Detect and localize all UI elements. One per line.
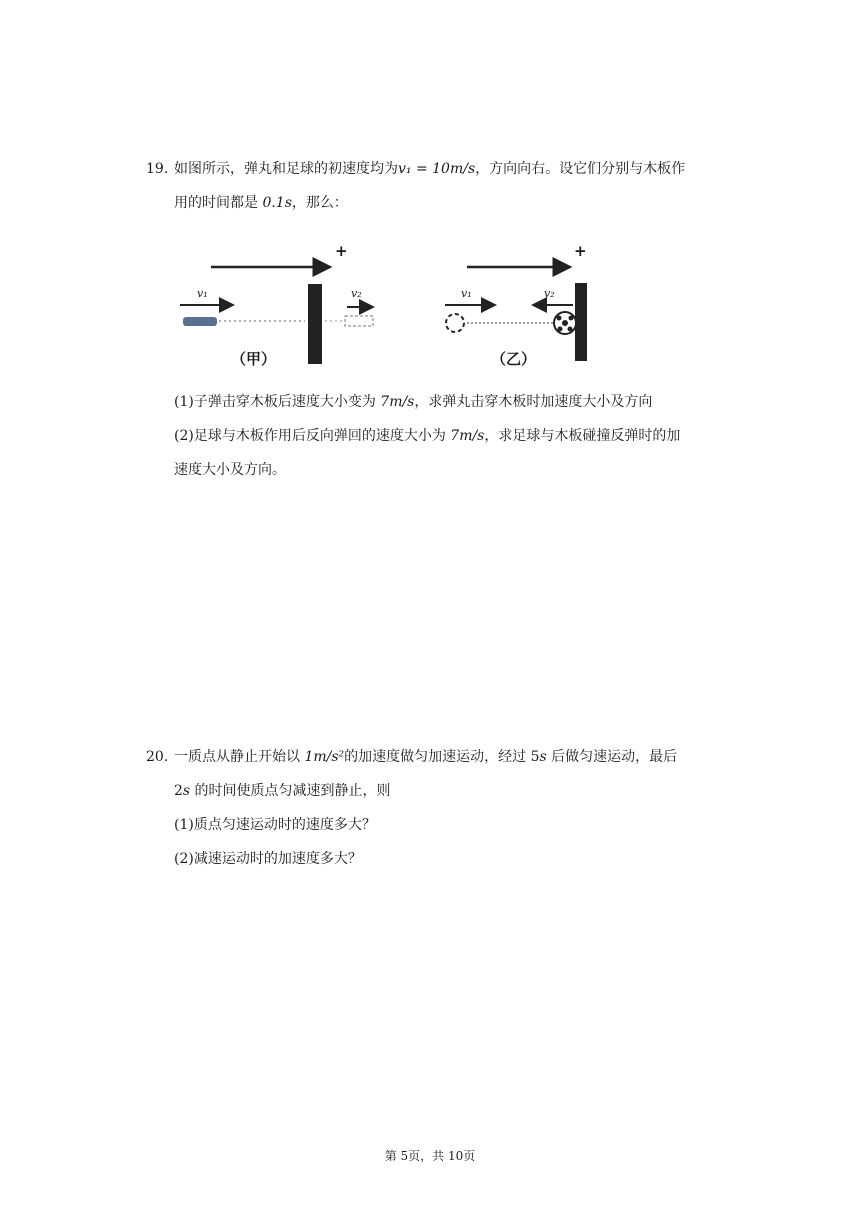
math-run: s [182,783,191,799]
text-run: (1)子弹击穿木板后速度大小变为 [174,394,381,410]
football-icon [446,314,464,332]
text-run: ，求足球与木板碰撞反弹时的加 [484,428,681,444]
question-20 [146,740,726,876]
question-stem [174,152,726,220]
page-footer: 第 5页，共 10页 [384,1149,476,1163]
panel-caption-jia: （甲） [231,350,277,368]
text-run: ，方向向右。设它们分别与木板作 [475,161,686,177]
v2-label: v₂ [544,287,555,300]
math-run: v₁ = 10m/s [398,161,476,177]
subquestion-1 [174,808,726,842]
math-run: 7m/s [380,394,415,410]
stem-line-1 [174,152,726,186]
text-run: (1)质点匀速运动时的速度多大？ [174,817,376,833]
question-19-subquestions [146,385,726,487]
v1-label: v₁ [461,287,472,300]
text-run: 速度大小及方向。 [174,462,286,478]
subquestion-2 [174,419,726,453]
stem-line-2 [174,774,726,808]
stem-line-2 [174,186,726,220]
text-run: 用的时间都是 [174,195,263,211]
text-run: 一质点从静止开始以 [174,749,305,765]
question-number: 20. [146,749,169,765]
panel-caption-yi: （乙） [491,350,537,368]
math-run: 1m/s² [304,749,345,765]
question-19 [146,152,726,220]
text-run: 的时间使质点匀减速到静止，则 [190,783,391,799]
text-run: 后做匀速运动，最后 [546,749,678,765]
subquestion-2 [174,842,726,876]
stem-line-1 [174,740,726,774]
plus-sign: + [574,242,587,260]
math-run: 7m/s [450,428,485,444]
text-run: ，求弹丸击穿木板时加速度大小及方向 [414,394,653,410]
question-stem [174,740,726,876]
text-run: (2)减速运动时的加速度多大？ [174,851,362,867]
subquestion-block [174,385,726,487]
subquestion-1 [174,385,726,419]
exit-bullet-icon [345,316,373,326]
wooden-board [308,284,322,364]
v1-label: v₁ [197,287,208,300]
bullet-icon [183,317,217,326]
question-number: 19. [146,161,169,177]
wooden-board [575,283,587,361]
text-run: (2)足球与木板作用后反向弹回的速度大小为 [174,428,451,444]
subquestion-2-continued [174,453,726,487]
text-run: 2 [174,783,183,799]
math-run: s [539,749,547,765]
text-run: 的加速度做匀加速运动，经过 5 [344,749,540,765]
plus-sign: + [335,242,348,260]
math-run: 0.1s [262,195,292,211]
text-run: ，那么： [291,195,348,211]
v2-label: v₂ [351,287,362,300]
text-run: 如图所示，弹丸和足球的初速度均为 [174,161,398,177]
physics-figure [175,242,605,376]
